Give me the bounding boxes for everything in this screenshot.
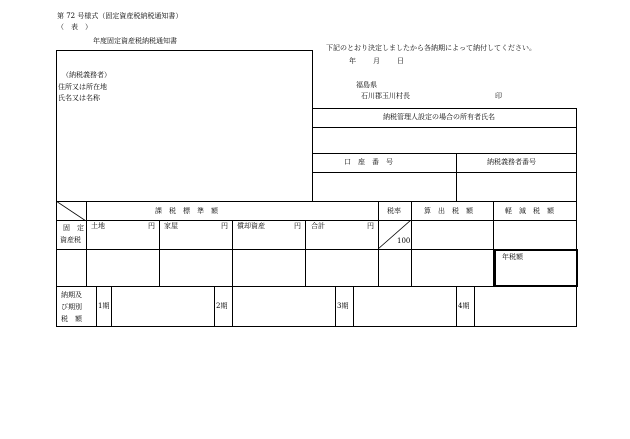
date-day: 日 xyxy=(397,57,404,65)
installments-label-1: 納期及 xyxy=(61,291,82,299)
taxpayer-label: （納税義務者） xyxy=(62,71,111,79)
rate-denominator: 100 xyxy=(397,237,411,245)
corner-diagonal xyxy=(56,201,86,221)
total-unit: 円 xyxy=(367,222,374,230)
seal-mark: 印 xyxy=(495,92,502,100)
depreciable-unit: 円 xyxy=(294,222,301,230)
form-title: 第 72 号様式（固定資産税納税通知書） xyxy=(57,12,183,20)
admin-box xyxy=(312,108,577,202)
tax-rate-header: 税率 xyxy=(387,207,401,215)
date-month: 月 xyxy=(373,57,380,65)
installments-table xyxy=(56,286,577,327)
building-unit: 円 xyxy=(221,222,228,230)
taxpayer-address-label: 住所又は所在地 xyxy=(58,83,107,91)
taxpayer-number-label: 納税義務者番号 xyxy=(487,158,536,166)
total-label: 合計 xyxy=(311,222,325,230)
land-unit: 円 xyxy=(148,222,155,230)
reduction-header: 軽 減 税 額 xyxy=(505,207,554,215)
period-4: 4期 xyxy=(458,302,470,310)
taxpayer-name-label: 氏名又は名称 xyxy=(58,94,100,102)
prefecture: 福島県 xyxy=(356,81,377,89)
building-label: 家屋 xyxy=(164,222,178,230)
date-year: 年 xyxy=(349,57,356,65)
mayor-title: 石川郡玉川村長 xyxy=(361,92,410,100)
owner-name-header: 納税管理人設定の場合の所有者氏名 xyxy=(383,113,495,121)
account-number-label: 口 座 番 号 xyxy=(344,158,393,166)
depreciable-label: 償却資産 xyxy=(237,222,265,230)
period-2: 2期 xyxy=(216,302,228,310)
tax-base-header: 課 税 標 準 額 xyxy=(155,207,218,215)
statement-text: 下記のとおり決定しましたから各納期によって納付してください。 xyxy=(326,44,536,52)
land-label: 土地 xyxy=(91,222,105,230)
notice-title: 年度固定資産税納税通知書 xyxy=(93,37,177,45)
row-label-line1: 固 定 xyxy=(63,224,84,232)
installments-label-3: 税 額 xyxy=(61,315,82,323)
calculated-tax-header: 算 出 税 額 xyxy=(424,207,473,215)
form-side-label: （ 表 ） xyxy=(57,23,92,31)
period-1: 1期 xyxy=(98,302,110,310)
annual-tax-label: 年税額 xyxy=(502,253,523,261)
installments-label-2: び期別 xyxy=(61,303,82,311)
period-3: 3期 xyxy=(337,302,349,310)
row-label-line2: 資産税 xyxy=(60,236,81,244)
